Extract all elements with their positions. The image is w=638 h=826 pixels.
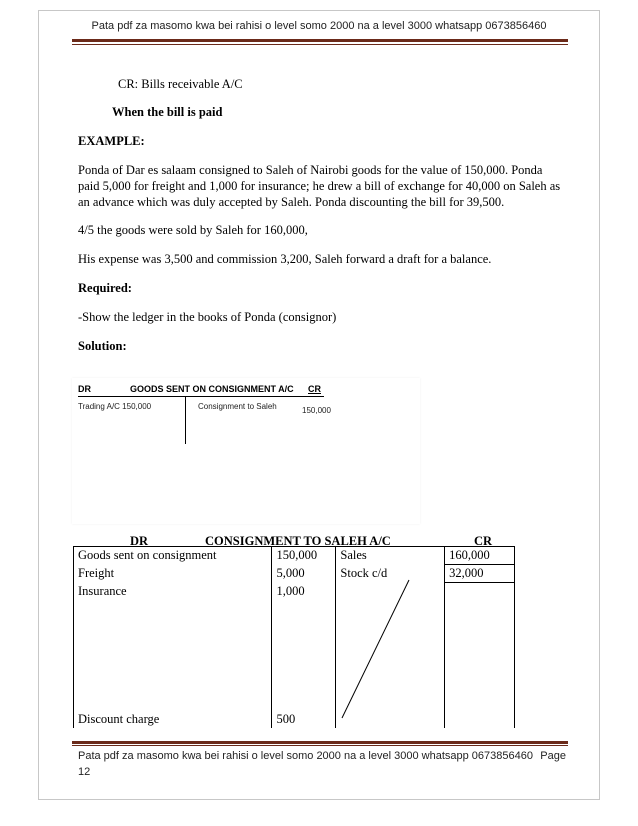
debit-amount-4: 500 [272,711,336,728]
ledger-title: CONSIGNMENT TO SALEH A/C [205,534,391,548]
debit-label-3: Insurance [74,583,272,711]
footer-text: Pata pdf za masomo kwa bei rahisi o level somo 2000 na a level 3000 whatsapp 0673856460 [78,750,533,762]
snapshot-cr-label: CR [308,384,321,394]
page-footer [78,748,568,780]
footer-rule-thin [72,745,568,746]
bill-paid-heading: When the bill is paid [112,105,223,119]
snapshot-title: GOODS SENT ON CONSIGNMENT A/C [130,384,294,394]
snapshot-left-entry: Trading A/C 150,000 [78,402,152,411]
expense-paragraph: His expense was 3,500 and commission 3,200, Saleh forward a draft for a balance. [78,252,492,266]
required-heading: Required: [78,281,132,295]
debit-amount-3: 1,000 [272,583,336,711]
example-paragraph-line-1: Ponda of Dar es salaam consigned to Saleh of Nairobi goods for the value of 150,000. Ponda [78,163,543,177]
solution-heading: Solution: [78,339,127,353]
credit-amount-2: 32,000 [445,565,515,583]
credit-amount-1: 160,000 [445,547,515,565]
credit-label-2: Stock c/d [336,565,445,583]
ledger-cr-label: CR [474,534,493,548]
debit-label-4: Discount charge [74,711,272,728]
debit-label-1: Goods sent on consignment [74,547,272,565]
snapshot-right-amount: 150,000 [302,406,331,415]
snapshot-right-entry: Consignment to Saleh [198,402,277,411]
example-paragraph-line-3: an advance which was duly accepted by Saleh. Ponda discounting the bill for 39,500. [78,195,505,209]
required-text: -Show the ledger in the books of Ponda (consignor) [78,310,337,324]
example-paragraph-line-2: paid 5,000 for freight and 1,000 for insurance; he drew a bill of exchange for 40,000 on Saleh as [78,179,561,193]
ledger-dr-label: DR [130,534,149,548]
debit-amount-2: 5,000 [272,565,336,583]
footer-rule [72,741,568,744]
debit-amount-1: 150,000 [272,547,336,565]
page-header: Pata pdf za masomo kwa bei rahisi o level somo 2000 na a level 3000 whatsapp 0673856460 [91,20,547,32]
debit-label-2: Freight [74,565,272,583]
footer-page-label: Page [540,750,566,762]
footer-page-number: 12 [78,766,91,778]
snapshot-dr-label: DR [78,384,91,394]
example-heading: EXAMPLE: [78,134,145,148]
goods-sold-paragraph: 4/5 the goods were sold by Saleh for 160,000, [78,223,308,237]
credit-label-1: Sales [336,547,445,565]
cr-bills-receivable-line: CR: Bills receivable A/C [118,77,243,91]
